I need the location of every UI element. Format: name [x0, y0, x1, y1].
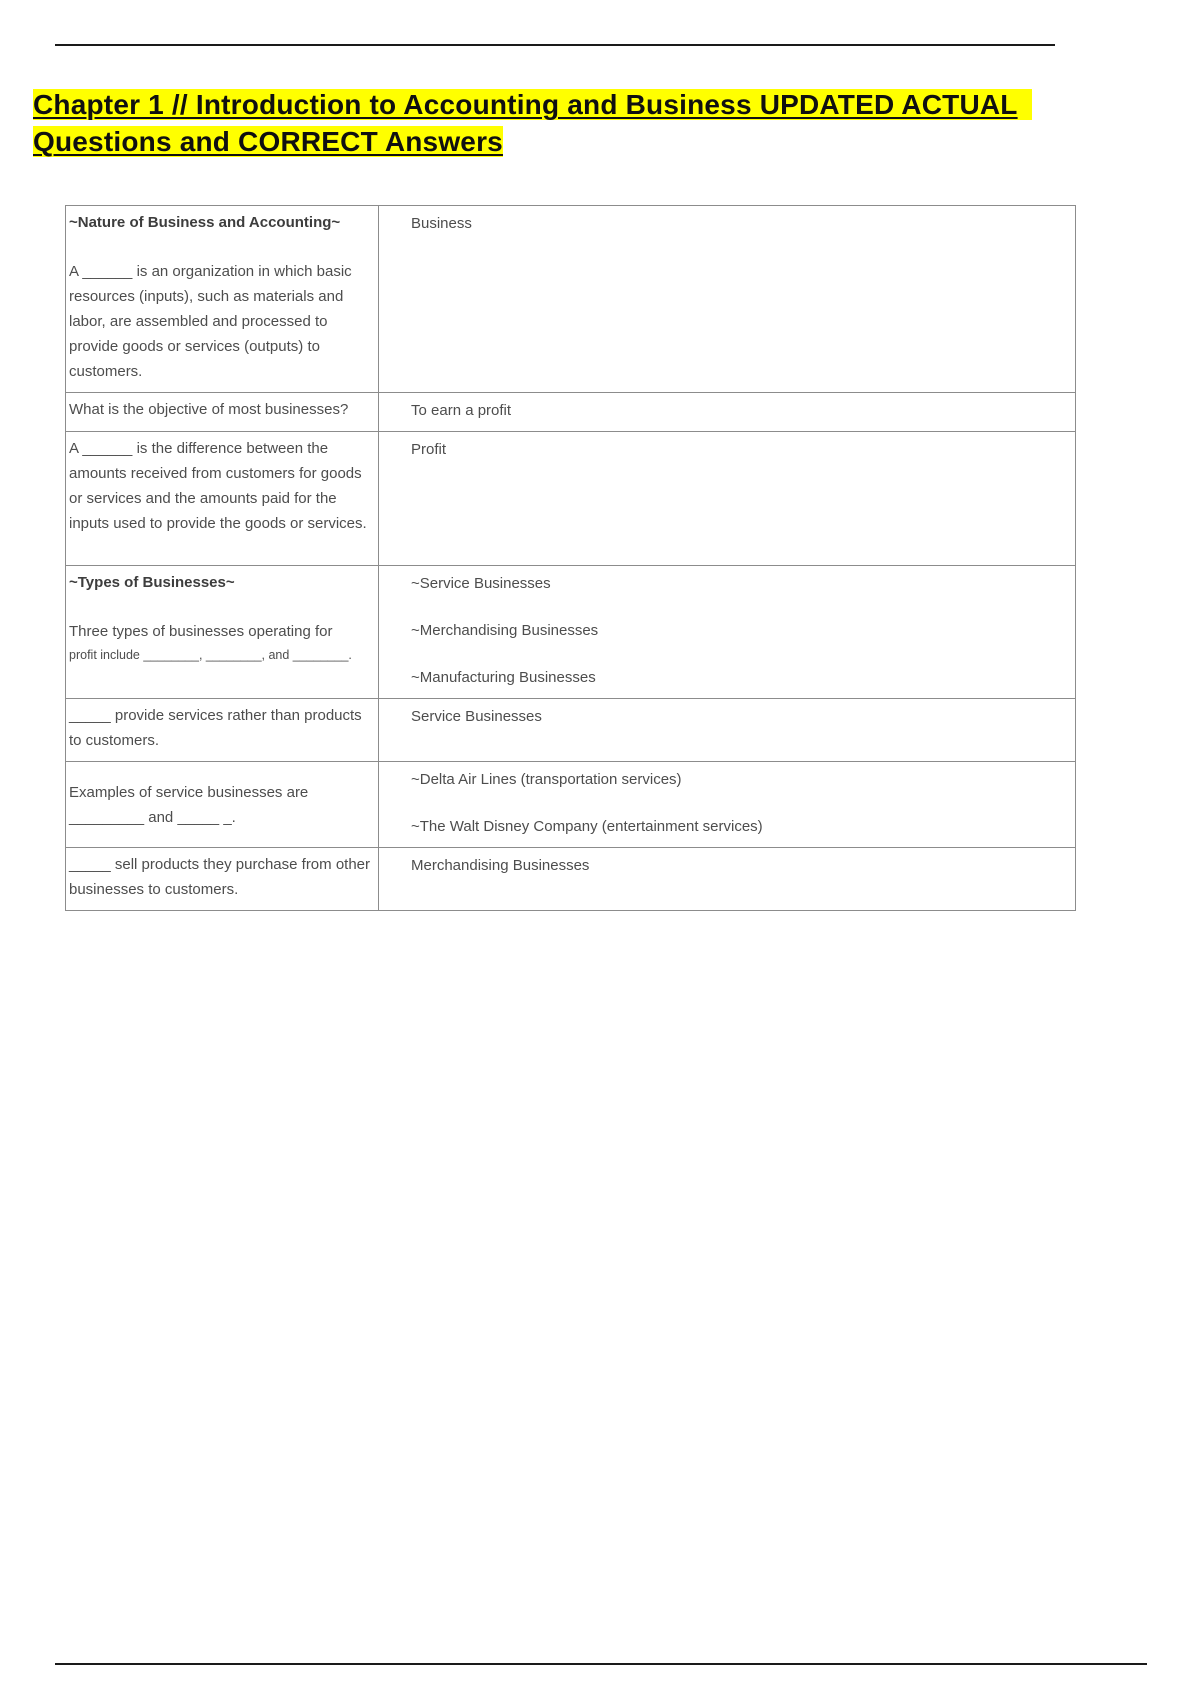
table-row [66, 699, 1076, 762]
answer-text: Merchandising Businesses [411, 857, 590, 874]
answer-text: ~The Walt Disney Company (entertainment services) [411, 818, 763, 835]
page-title-line-2: Questions and CORRECT Answers [33, 126, 503, 157]
table-row [66, 393, 1076, 432]
answer-text: ~Manufacturing Businesses [411, 669, 596, 686]
answer-cell [379, 206, 1076, 393]
question-cell [66, 699, 379, 762]
answer-text: ~Service Businesses [411, 575, 551, 592]
section-heading: ~Nature of Business and Accounting~ [69, 214, 341, 231]
section-heading: ~Types of Businesses~ [69, 574, 235, 591]
table-row [66, 432, 1076, 566]
answer-text: Profit [411, 441, 447, 458]
answer-cell [379, 432, 1076, 566]
question-text-line-1: Three types of businesses operating for [69, 623, 333, 640]
answer-cell [379, 848, 1076, 911]
question-text: A ______ is an organization in which basic resources (inputs), such as materials and labor, are assembled and processed to provide goods or services (outputs) to customers. [69, 263, 352, 380]
table-row [66, 566, 1076, 699]
answer-text: ~Merchandising Businesses [411, 622, 599, 639]
question-text-line-2: profit include ________, ________, and ________. [69, 648, 352, 662]
answer-cell [379, 566, 1076, 699]
bottom-horizontal-rule [55, 1663, 1147, 1665]
question-cell [66, 566, 379, 699]
question-text: _____ sell products they purchase from other businesses to customers. [69, 856, 371, 898]
table-row [66, 762, 1076, 848]
top-horizontal-rule [55, 44, 1055, 46]
question-answer-table [65, 205, 1076, 911]
answer-text: Service Businesses [411, 708, 542, 725]
table-row [66, 848, 1076, 911]
question-cell [66, 393, 379, 432]
answer-cell [379, 699, 1076, 762]
answer-cell [379, 393, 1076, 432]
question-cell [66, 432, 379, 566]
question-cell [66, 206, 379, 393]
page-title [33, 86, 1073, 160]
page-title-line-1: Chapter 1 // Introduction to Accounting and Business UPDATED ACTUAL [33, 89, 1032, 120]
question-cell [66, 762, 379, 848]
answer-text: ~Delta Air Lines (transportation services) [411, 771, 682, 788]
table-row [66, 206, 1076, 393]
answer-text: To earn a profit [411, 402, 512, 419]
question-text: _____ provide services rather than products to customers. [69, 707, 362, 749]
answer-text: Business [411, 215, 472, 232]
question-cell [66, 848, 379, 911]
question-text: A ______ is the difference between the amounts received from customers for goods or services and the amounts paid for the inputs used to provide the goods or services. [69, 440, 367, 532]
question-text: What is the objective of most businesses? [69, 401, 349, 418]
answer-cell [379, 762, 1076, 848]
question-text: Examples of service businesses are _________ and _____ _. [69, 784, 309, 826]
